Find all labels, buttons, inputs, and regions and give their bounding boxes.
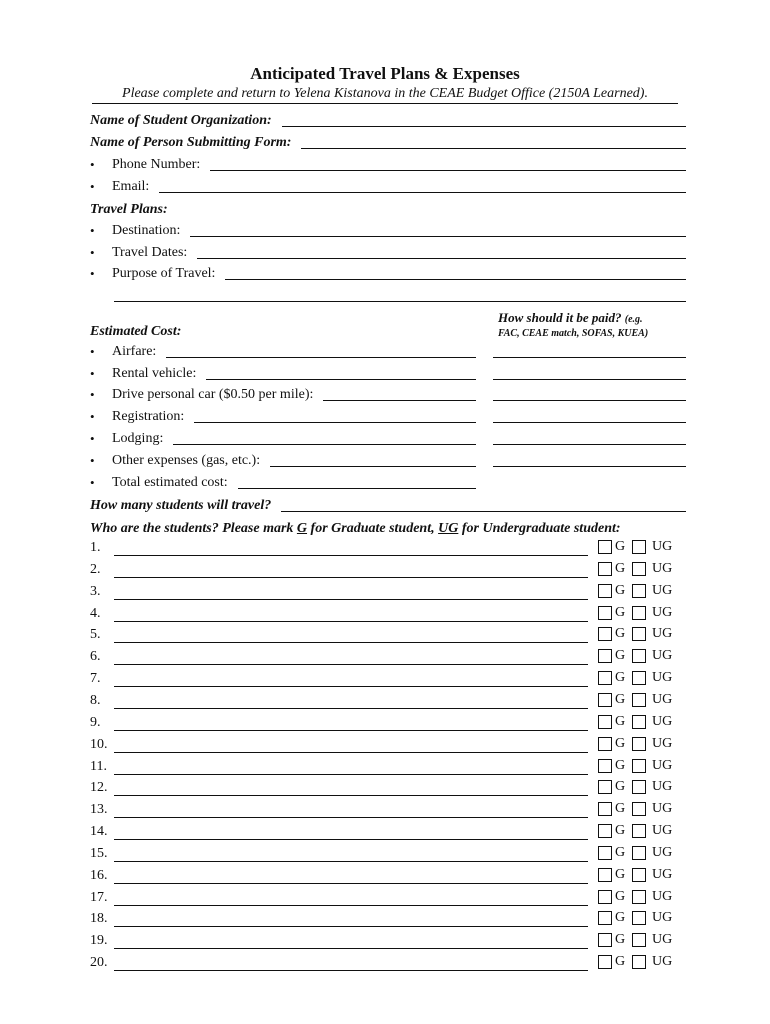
undergraduate-label: UG <box>652 561 673 576</box>
student-row <box>90 538 114 556</box>
graduate-label: G <box>615 910 626 925</box>
student-name-field[interactable] <box>114 861 588 862</box>
phone-field[interactable] <box>210 169 686 171</box>
undergraduate-checkbox[interactable] <box>632 890 646 904</box>
student-row <box>90 757 114 775</box>
student-row <box>90 604 114 622</box>
student-name-field[interactable] <box>114 926 588 927</box>
student-name-field[interactable] <box>114 621 588 622</box>
student-number: 5. <box>90 627 101 642</box>
bullet-icon: • <box>90 223 95 238</box>
student-name-field[interactable] <box>114 970 588 971</box>
graduate-label: G <box>615 605 626 620</box>
student-row <box>90 560 114 578</box>
student-name-field[interactable] <box>114 817 588 818</box>
cost-row-lodging <box>90 429 476 447</box>
graduate-checkbox[interactable] <box>598 671 612 685</box>
undergraduate-checkbox[interactable] <box>632 759 646 773</box>
student-number: 1. <box>90 540 101 555</box>
who-g: G <box>296 521 308 536</box>
student-row <box>90 625 114 643</box>
undergraduate-label: UG <box>652 801 673 816</box>
student-row <box>90 713 114 731</box>
student-name-field[interactable] <box>114 883 588 884</box>
student-name-field[interactable] <box>114 774 588 775</box>
cost-row-other <box>90 451 476 469</box>
airfare-field[interactable] <box>166 356 476 358</box>
student-name-field[interactable] <box>114 708 588 709</box>
graduate-label: G <box>615 779 626 794</box>
undergraduate-checkbox[interactable] <box>632 955 646 969</box>
undergraduate-label: UG <box>652 758 673 773</box>
graduate-label: G <box>615 714 626 729</box>
graduate-label: G <box>615 736 626 751</box>
student-name-field[interactable] <box>114 839 588 840</box>
graduate-checkbox[interactable] <box>598 693 612 707</box>
student-row <box>90 822 114 840</box>
graduate-label: G <box>615 954 626 969</box>
undergraduate-label: UG <box>652 954 673 969</box>
bullet-icon: • <box>90 245 95 260</box>
undergraduate-checkbox[interactable] <box>632 802 646 816</box>
dates-field[interactable] <box>197 257 686 259</box>
graduate-label: G <box>615 692 626 707</box>
undergraduate-label: UG <box>652 605 673 620</box>
paid-field-airfare[interactable] <box>493 357 686 358</box>
bullet-icon: • <box>90 157 95 172</box>
student-number: 3. <box>90 584 101 599</box>
student-row <box>90 669 114 687</box>
paid-options: FAC, CEAE match, SOFAS, KUEA) <box>498 328 649 339</box>
undergraduate-label: UG <box>652 889 673 904</box>
bullet-icon: • <box>90 475 95 490</box>
destination-label: Destination: <box>112 223 181 238</box>
graduate-checkbox[interactable] <box>598 627 612 641</box>
student-row <box>90 735 114 753</box>
student-number: 9. <box>90 715 101 730</box>
how-many-field[interactable] <box>281 510 686 512</box>
undergraduate-label: UG <box>652 867 673 882</box>
who-prefix: Who are the students? Please mark <box>90 521 297 536</box>
student-number: 17. <box>90 890 108 905</box>
undergraduate-checkbox[interactable] <box>632 649 646 663</box>
undergraduate-label: UG <box>652 583 673 598</box>
student-name-field[interactable] <box>114 752 588 753</box>
student-number: 14. <box>90 824 108 839</box>
student-number: 19. <box>90 933 108 948</box>
who-ug: UG <box>438 521 459 536</box>
how-many-label: How many students will travel? <box>90 498 272 513</box>
student-name-field[interactable] <box>114 948 588 949</box>
estimated-cost-label: Estimated Cost: <box>90 324 182 339</box>
student-name-field[interactable] <box>114 599 588 600</box>
bullet-icon: • <box>90 453 95 468</box>
undergraduate-checkbox[interactable] <box>632 911 646 925</box>
graduate-label: G <box>615 626 626 641</box>
purpose-label: Purpose of Travel: <box>112 266 216 281</box>
bullet-icon: • <box>90 387 95 402</box>
student-name-field[interactable] <box>114 577 588 578</box>
org-field[interactable] <box>282 125 686 127</box>
student-row <box>90 647 114 665</box>
graduate-checkbox[interactable] <box>598 802 612 816</box>
cost-row-total <box>90 473 476 491</box>
graduate-label: G <box>615 583 626 598</box>
bullet-icon: • <box>90 431 95 446</box>
bullet-icon: • <box>90 266 95 281</box>
undergraduate-label: UG <box>652 714 673 729</box>
bullet-icon: • <box>90 409 95 424</box>
student-name-field[interactable] <box>114 730 588 731</box>
paid-eg-text: (e.g. <box>624 314 643 325</box>
cost-label: Airfare: <box>112 344 157 359</box>
undergraduate-label: UG <box>652 932 673 947</box>
undergraduate-label: UG <box>652 779 673 794</box>
org-row <box>90 111 686 129</box>
undergraduate-checkbox[interactable] <box>632 693 646 707</box>
graduate-label: G <box>615 867 626 882</box>
student-number: 2. <box>90 562 101 577</box>
student-number: 11. <box>90 759 107 774</box>
student-number: 7. <box>90 671 101 686</box>
student-number: 8. <box>90 693 101 708</box>
email-field[interactable] <box>159 191 686 193</box>
student-number: 10. <box>90 737 108 752</box>
graduate-checkbox[interactable] <box>598 584 612 598</box>
dates-row <box>90 243 686 261</box>
purpose-field[interactable] <box>225 278 686 280</box>
cost-label: Drive personal car ($0.50 per mile): <box>112 387 314 402</box>
who-label <box>90 521 621 537</box>
graduate-label: G <box>615 561 626 576</box>
student-row <box>90 691 114 709</box>
person-field[interactable] <box>301 147 686 149</box>
destination-row <box>90 221 686 239</box>
email-label: Email: <box>112 179 150 194</box>
personal-car-field[interactable] <box>323 399 476 401</box>
email-row <box>90 177 686 195</box>
graduate-label: G <box>615 889 626 904</box>
graduate-checkbox[interactable] <box>598 715 612 729</box>
undergraduate-label: UG <box>652 626 673 641</box>
student-number: 18. <box>90 911 108 926</box>
undergraduate-label: UG <box>652 692 673 707</box>
org-label: Name of Student Organization: <box>90 113 272 128</box>
undergraduate-checkbox[interactable] <box>632 584 646 598</box>
undergraduate-label: UG <box>652 845 673 860</box>
graduate-checkbox[interactable] <box>598 759 612 773</box>
graduate-checkbox[interactable] <box>598 824 612 838</box>
undergraduate-checkbox[interactable] <box>632 737 646 751</box>
student-row <box>90 582 114 600</box>
how-many-row <box>90 496 686 514</box>
form-title: Anticipated Travel Plans & Expenses <box>250 64 520 83</box>
paid-field-other[interactable] <box>493 466 686 467</box>
undergraduate-label: UG <box>652 539 673 554</box>
graduate-label: G <box>615 845 626 860</box>
who-row <box>90 519 730 537</box>
estimated-cost-row <box>90 322 470 340</box>
purpose-row <box>90 264 686 282</box>
total-field[interactable] <box>238 487 476 489</box>
graduate-checkbox[interactable] <box>598 540 612 554</box>
graduate-checkbox[interactable] <box>598 649 612 663</box>
graduate-checkbox[interactable] <box>598 890 612 904</box>
undergraduate-label: UG <box>652 736 673 751</box>
cost-row-registration <box>90 407 476 425</box>
paid-heading <box>498 310 643 326</box>
phone-row <box>90 155 686 173</box>
graduate-label: G <box>615 648 626 663</box>
travel-plans-row <box>90 200 686 218</box>
undergraduate-checkbox[interactable] <box>632 933 646 947</box>
graduate-checkbox[interactable] <box>598 955 612 969</box>
phone-label: Phone Number: <box>112 157 201 172</box>
cost-row-rental <box>90 364 476 382</box>
student-row <box>90 866 114 884</box>
undergraduate-label: UG <box>652 648 673 663</box>
student-row <box>90 888 114 906</box>
student-name-field[interactable] <box>114 642 588 643</box>
student-name-field[interactable] <box>114 664 588 665</box>
destination-field[interactable] <box>190 235 686 237</box>
student-number: 6. <box>90 649 101 664</box>
student-number: 12. <box>90 780 108 795</box>
graduate-label: G <box>615 801 626 816</box>
bullet-icon: • <box>90 344 95 359</box>
cost-row-airfare <box>90 342 476 360</box>
undergraduate-label: UG <box>652 823 673 838</box>
lodging-field[interactable] <box>173 443 476 445</box>
registration-field[interactable] <box>194 421 476 423</box>
paid-field-personal-car[interactable] <box>493 400 686 401</box>
cost-label: Registration: <box>112 409 185 424</box>
graduate-checkbox[interactable] <box>598 562 612 576</box>
purpose-field-line-2[interactable] <box>114 301 686 302</box>
dates-label: Travel Dates: <box>112 245 188 260</box>
student-row <box>90 844 114 862</box>
graduate-label: G <box>615 670 626 685</box>
graduate-checkbox[interactable] <box>598 933 612 947</box>
paid-field-registration[interactable] <box>493 422 686 423</box>
student-number: 16. <box>90 868 108 883</box>
undergraduate-checkbox[interactable] <box>632 562 646 576</box>
bullet-icon: • <box>90 366 95 381</box>
student-number: 13. <box>90 802 108 817</box>
paid-field-lodging[interactable] <box>493 444 686 445</box>
graduate-checkbox[interactable] <box>598 606 612 620</box>
graduate-label: G <box>615 823 626 838</box>
graduate-checkbox[interactable] <box>598 846 612 860</box>
bullet-icon: • <box>90 179 95 194</box>
undergraduate-checkbox[interactable] <box>632 780 646 794</box>
undergraduate-checkbox[interactable] <box>632 627 646 641</box>
graduate-checkbox[interactable] <box>598 780 612 794</box>
who-mid: for Graduate student, <box>307 521 439 536</box>
student-row <box>90 800 114 818</box>
graduate-checkbox[interactable] <box>598 868 612 882</box>
student-number: 20. <box>90 955 108 970</box>
undergraduate-label: UG <box>652 670 673 685</box>
student-number: 4. <box>90 606 101 621</box>
paid-field-rental[interactable] <box>493 379 686 380</box>
undergraduate-checkbox[interactable] <box>632 868 646 882</box>
student-name-field[interactable] <box>114 555 588 556</box>
who-suffix: for Undergraduate student: <box>458 521 621 536</box>
undergraduate-label: UG <box>652 910 673 925</box>
student-row <box>90 909 114 927</box>
student-name-field[interactable] <box>114 795 588 796</box>
student-number: 15. <box>90 846 108 861</box>
rental-field[interactable] <box>206 378 476 380</box>
person-label: Name of Person Submitting Form: <box>90 135 292 150</box>
cost-label: Lodging: <box>112 431 164 446</box>
graduate-checkbox[interactable] <box>598 737 612 751</box>
travel-plans-label: Travel Plans: <box>90 202 168 217</box>
undergraduate-checkbox[interactable] <box>632 540 646 554</box>
student-row <box>90 953 114 971</box>
undergraduate-checkbox[interactable] <box>632 715 646 729</box>
cost-row-personal-car <box>90 385 476 403</box>
student-name-field[interactable] <box>114 905 588 906</box>
undergraduate-checkbox[interactable] <box>632 846 646 860</box>
student-row <box>90 931 114 949</box>
graduate-label: G <box>615 932 626 947</box>
graduate-checkbox[interactable] <box>598 911 612 925</box>
cost-label: Other expenses (gas, etc.): <box>112 453 261 468</box>
paid-heading-text: How should it be paid? <box>498 310 622 325</box>
other-expenses-field[interactable] <box>270 465 476 467</box>
student-name-field[interactable] <box>114 686 588 687</box>
student-row <box>90 778 114 796</box>
cost-label: Rental vehicle: <box>112 366 197 381</box>
graduate-label: G <box>615 539 626 554</box>
person-row <box>90 133 686 151</box>
undergraduate-checkbox[interactable] <box>632 671 646 685</box>
form-subtitle: Please complete and return to Yelena Kistanova in the CEAE Budget Office (2150A Learned). <box>92 86 678 104</box>
undergraduate-checkbox[interactable] <box>632 606 646 620</box>
undergraduate-checkbox[interactable] <box>632 824 646 838</box>
total-label: Total estimated cost: <box>112 475 228 490</box>
graduate-label: G <box>615 758 626 773</box>
